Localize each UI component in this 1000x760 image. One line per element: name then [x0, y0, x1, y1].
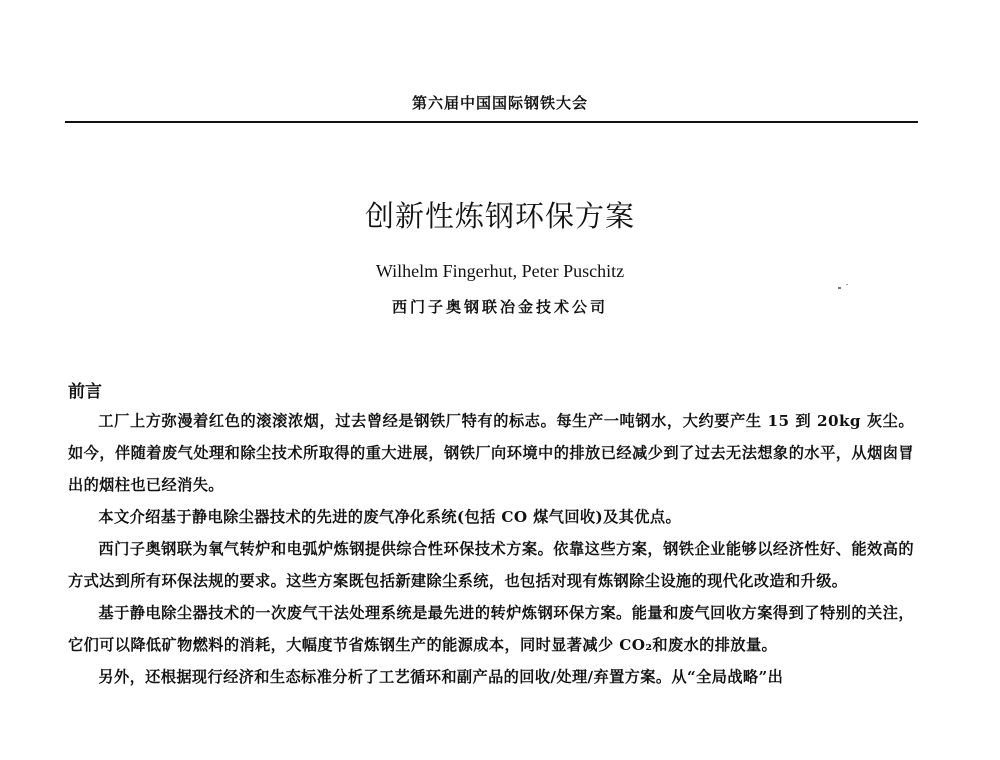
running-header: 第六届中国国际钢铁大会	[411, 94, 588, 112]
header-rule	[65, 121, 918, 123]
scan-speck	[838, 287, 841, 289]
paper-affiliation: 西门子奥钢联冶金技术公司	[391, 298, 608, 316]
body-text	[68, 405, 914, 693]
paragraph: 另外，还根据现行经济和生态标准分析了工艺循环和副产品的回收/处理/弃置方案。从“全局战略”出	[98, 668, 784, 686]
section-heading: 前言	[68, 382, 102, 402]
paragraph: 工厂上方弥漫着红色的滚滚浓烟，过去曾经是钢铁厂特有的标志。每生产一吨钢水，大约要产生 15 到 20kg 灰尘。如今，伴随着废气处理和除尘技术所取得的重大进展，钢铁厂向环境中的排放已经减少到了过去无法想象的水平，从烟囱冒出的烟柱也已经消失。	[68, 412, 914, 494]
paper-title: 创新性炼钢环保方案	[364, 199, 635, 233]
paper-authors: Wilhelm Fingerhut, Peter Puschitz	[375, 261, 625, 281]
paragraph: 本文介绍基于静电除尘器技术的先进的废气净化系统(包括 CO 煤气回收)及其优点。	[98, 508, 682, 526]
paragraph: 基于静电除尘器技术的一次废气干法处理系统是最先进的转炉炼钢环保方案。能量和废气回收方案得到了特别的关注，它们可以降低矿物燃料的消耗，大幅度节省炼钢生产的能源成本，同时显著减少 CO₂和废水的排放量。	[68, 604, 914, 654]
paragraph: 西门子奥钢联为氧气转炉和电弧炉炼钢提供综合性环保技术方案。依靠这些方案，钢铁企业能够以经济性好、能效高的方式达到所有环保法规的要求。这些方案既包括新建除尘系统，也包括对现有炼钢除尘设施的现代化改造和升级。	[68, 540, 914, 590]
scan-speck	[846, 284, 848, 285]
